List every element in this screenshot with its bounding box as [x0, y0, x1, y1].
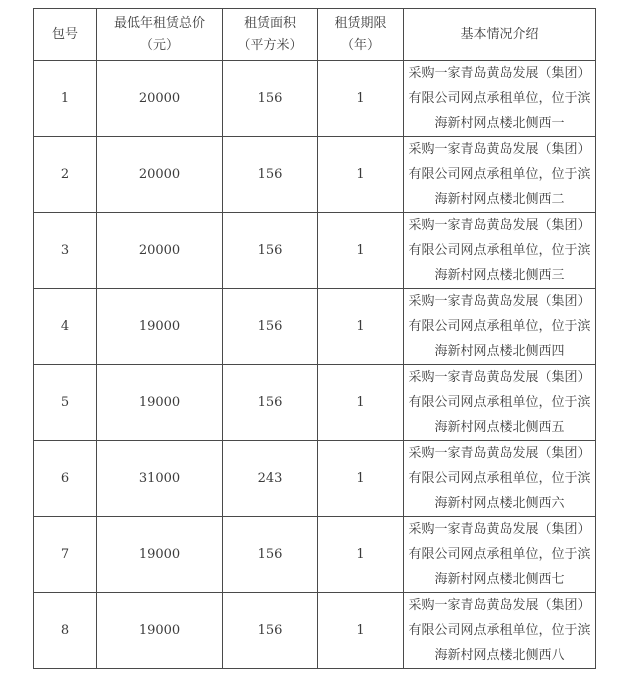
lease-area-cell: 156: [223, 61, 318, 137]
lease-area-cell: 156: [223, 517, 318, 593]
min-annual-rent-cell: 31000: [97, 441, 223, 517]
min-annual-rent-cell: 19000: [97, 289, 223, 365]
basic-info-line: 采购一家青岛黄岛发展（集团）: [408, 370, 591, 385]
lease-area-cell: 156: [223, 213, 318, 289]
min-annual-rent-cell: 20000: [97, 213, 223, 289]
package-number-cell: 5: [34, 365, 97, 441]
basic-info-line: 有限公司网点承租单位，位于滨: [408, 167, 591, 182]
package-number-cell: 7: [34, 517, 97, 593]
header-label-unit: （元）: [139, 37, 179, 53]
table-row: [34, 289, 596, 365]
basic-info-cell: [404, 365, 596, 441]
package-number-cell: 2: [34, 137, 97, 213]
basic-info-line: 海新村网点楼北侧西三: [434, 268, 565, 283]
table-row: [34, 365, 596, 441]
min-annual-rent-cell: 19000: [97, 365, 223, 441]
basic-info-cell: [404, 517, 596, 593]
header-package-number: [34, 9, 97, 61]
header-label-unit: （年）: [340, 37, 380, 53]
table-row: [34, 213, 596, 289]
basic-info-cell: [404, 593, 596, 669]
rental-packages-table: [33, 8, 596, 669]
min-annual-rent-cell: 20000: [97, 61, 223, 137]
basic-info-line: 有限公司网点承租单位，位于滨: [408, 91, 591, 106]
basic-info-line: 海新村网点楼北侧西七: [434, 572, 565, 587]
lease-area-cell: 156: [223, 593, 318, 669]
header-label: 租赁期限: [334, 15, 387, 31]
basic-info-line: 采购一家青岛黄岛发展（集团）: [408, 522, 591, 537]
min-annual-rent-cell: 19000: [97, 593, 223, 669]
package-number-cell: 8: [34, 593, 97, 669]
basic-info-line: 有限公司网点承租单位，位于滨: [408, 395, 591, 410]
min-annual-rent-cell: 19000: [97, 517, 223, 593]
basic-info-cell: [404, 137, 596, 213]
basic-info-line: 采购一家青岛黄岛发展（集团）: [408, 598, 591, 613]
basic-info-line: 有限公司网点承租单位，位于滨: [408, 319, 591, 334]
basic-info-line: 有限公司网点承租单位，位于滨: [408, 547, 591, 562]
table-row: [34, 517, 596, 593]
basic-info-line: 海新村网点楼北侧西八: [434, 648, 565, 663]
table-row: [34, 137, 596, 213]
basic-info-line: 海新村网点楼北侧西一: [434, 116, 565, 131]
basic-info-line: 采购一家青岛黄岛发展（集团）: [408, 218, 591, 233]
header-label: 租赁面积: [243, 15, 296, 31]
basic-info-line: 海新村网点楼北侧西二: [434, 192, 565, 207]
lease-area-cell: 156: [223, 137, 318, 213]
lease-area-cell: 156: [223, 289, 318, 365]
table-row: [34, 61, 596, 137]
package-number-cell: 6: [34, 441, 97, 517]
lease-term-cell: 1: [318, 289, 404, 365]
lease-term-cell: 1: [318, 441, 404, 517]
header-basic-info: [404, 9, 596, 61]
table-body: [34, 61, 596, 669]
package-number-cell: 1: [34, 61, 97, 137]
lease-term-cell: 1: [318, 213, 404, 289]
lease-term-cell: 1: [318, 61, 404, 137]
basic-info-cell: [404, 289, 596, 365]
min-annual-rent-cell: 20000: [97, 137, 223, 213]
table-row: [34, 441, 596, 517]
header-lease-area: [223, 9, 318, 61]
lease-term-cell: 1: [318, 137, 404, 213]
basic-info-line: 采购一家青岛黄岛发展（集团）: [408, 66, 591, 81]
basic-info-line: 有限公司网点承租单位，位于滨: [408, 471, 591, 486]
basic-info-line: 海新村网点楼北侧西四: [434, 344, 565, 359]
header-row: [34, 9, 596, 61]
lease-term-cell: 1: [318, 593, 404, 669]
header-min-annual-rent: [97, 9, 223, 61]
basic-info-cell: [404, 61, 596, 137]
basic-info-line: 采购一家青岛黄岛发展（集团）: [408, 294, 591, 309]
lease-term-cell: 1: [318, 517, 404, 593]
header-label-unit: （平方米）: [237, 37, 303, 53]
basic-info-line: 海新村网点楼北侧西六: [434, 496, 565, 511]
basic-info-line: 采购一家青岛黄岛发展（集团）: [408, 142, 591, 157]
header-label: 包号: [51, 26, 78, 42]
lease-area-cell: 243: [223, 441, 318, 517]
basic-info-line: 有限公司网点承租单位，位于滨: [408, 243, 591, 258]
header-label: 最低年租赁总价: [113, 15, 205, 31]
table-row: [34, 593, 596, 669]
basic-info-line: 海新村网点楼北侧西五: [434, 420, 565, 435]
package-number-cell: 4: [34, 289, 97, 365]
basic-info-cell: [404, 213, 596, 289]
header-lease-term: [318, 9, 404, 61]
basic-info-line: 采购一家青岛黄岛发展（集团）: [408, 446, 591, 461]
basic-info-line: 有限公司网点承租单位，位于滨: [408, 623, 591, 638]
header-label: 基本情况介绍: [460, 26, 539, 42]
lease-area-cell: 156: [223, 365, 318, 441]
basic-info-cell: [404, 441, 596, 517]
package-number-cell: 3: [34, 213, 97, 289]
lease-term-cell: 1: [318, 365, 404, 441]
